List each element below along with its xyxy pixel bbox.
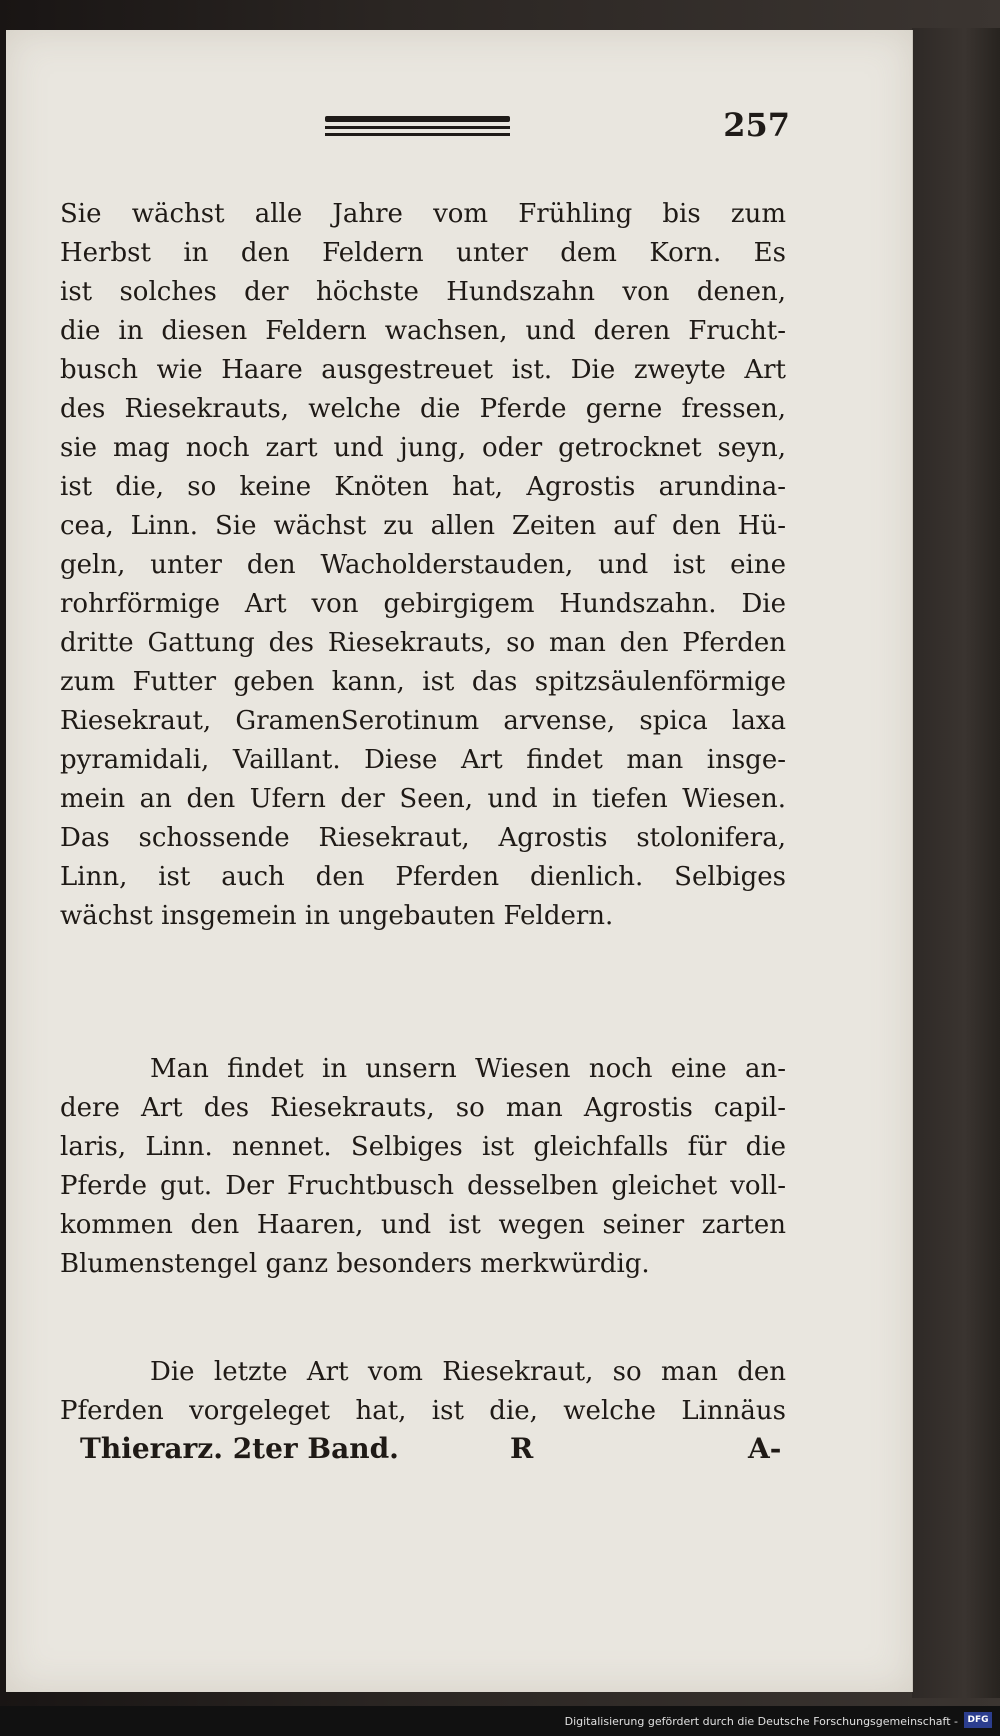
book-edge [912,28,1000,1698]
text-line: Pferde gut. Der Fruchtbusch desselben gleichet voll- [60,1171,786,1201]
text-line: busch wie Haare ausgestreuet ist. Die zweyte Art [60,355,786,385]
text-line: Die letzte Art vom Riesekraut, so man den [150,1357,786,1387]
header-ornament [325,112,510,138]
text-line: laris, Linn. nennet. Selbiges ist gleichfalls für die [60,1132,786,1162]
page-number: 257 [723,106,790,144]
text-line: Riesekraut, GramenSerotinum arvense, spica laxa [60,706,786,736]
text-line: Blumenstengel ganz besonders merkwürdig. [60,1249,650,1279]
text-line: Sie wächst alle Jahre vom Frühling bis zum [60,199,786,229]
text-line: des Riesekrauts, welche die Pferde gerne fressen, [60,394,786,424]
text-line: zum Futter geben kann, ist das spitzsäulenförmige [60,667,786,697]
catchword: A- [748,1432,782,1465]
text-line: Linn, ist auch den Pferden dienlich. Selbiges [60,862,786,892]
text-line: cea, Linn. Sie wächst zu allen Zeiten auf den Hü- [60,511,786,541]
signature-title: Thierarz. 2ter Band. [80,1432,399,1465]
text-line: sie mag noch zart und jung, oder getrocknet seyn, [60,433,786,463]
text-line: Herbst in den Feldern unter dem Korn. Es [60,238,786,268]
text-line: ist die, so keine Knöten hat, Agrostis arundina- [60,472,786,502]
text-line: Pferden vorgeleget hat, ist die, welche Linnäus [60,1396,786,1426]
text-line: kommen den Haaren, und ist wegen seiner zarten [60,1210,786,1240]
text-line: pyramidali, Vaillant. Diese Art findet man insge- [60,745,786,775]
text-line: ist solches der höchste Hundszahn von denen, [60,277,786,307]
text-line: dritte Gattung des Riesekrauts, so man den Pferden [60,628,786,658]
text-line: rohrförmige Art von gebirgigem Hundszahn. Die [60,589,786,619]
text-line: die in diesen Feldern wachsen, und deren Frucht- [60,316,786,346]
text-line: wächst insgemein in ungebauten Feldern. [60,901,614,931]
text-line: geln, unter den Wacholderstauden, und ist eine [60,550,786,580]
footer-credit: Digitalisierung gefördert durch die Deutsche Forschungsgemeinschaft - [564,1715,958,1728]
digitization-footer [0,1706,1000,1736]
signature-mark: R [510,1432,534,1465]
text-line: mein an den Ufern der Seen, und in tiefen Wiesen. [60,784,786,814]
dfg-logo-icon: DFG [964,1712,992,1728]
text-line: Das schossende Riesekraut, Agrostis stolonifera, [60,823,786,853]
text-line: dere Art des Riesekrauts, so man Agrostis capil- [60,1093,786,1123]
text-line: Man findet in unsern Wiesen noch eine an- [150,1054,786,1084]
